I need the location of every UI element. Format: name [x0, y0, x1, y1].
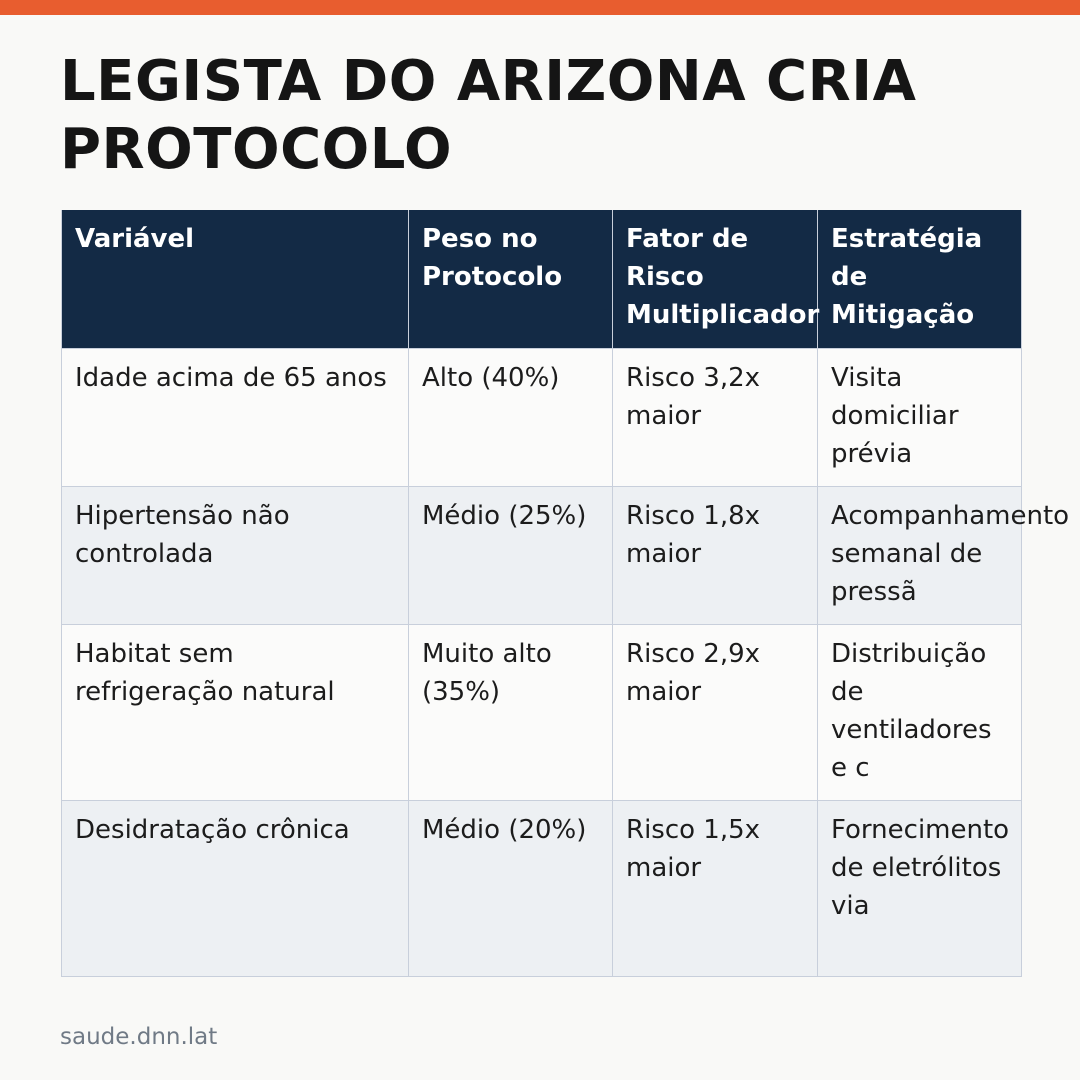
cell-variavel: Desidratação crônica — [62, 801, 409, 977]
page-title: LEGISTA DO ARIZONA CRIA PROTOCOLO — [60, 49, 917, 182]
cell-estrategia: Acompanhamento semanal de pressã — [818, 487, 1022, 625]
cell-peso: Muito alto (35%) — [409, 625, 613, 801]
cell-estrategia: Distribuição de ventiladores e c — [818, 625, 1022, 801]
table-row — [62, 349, 1022, 487]
cell-fator-risco: Risco 3,2x maior — [613, 349, 818, 487]
header-estrategia: Estratégia de Mitigação — [818, 210, 1022, 349]
cell-estrategia: Visita domiciliar prévia — [818, 349, 1022, 487]
table-row — [62, 801, 1022, 977]
cell-variavel: Idade acima de 65 anos — [62, 349, 409, 487]
header-peso: Peso no Protocolo — [409, 210, 613, 349]
table-row — [62, 625, 1022, 801]
cell-peso: Médio (25%) — [409, 487, 613, 625]
cell-fator-risco: Risco 2,9x maior — [613, 625, 818, 801]
risk-protocol-table — [61, 210, 1070, 977]
header-variavel: Variável — [62, 210, 409, 349]
cell-peso: Alto (40%) — [409, 349, 613, 487]
cell-variavel: Hipertensão não controlada — [62, 487, 409, 625]
top-accent-bar — [0, 0, 1080, 15]
cell-fator-risco: Risco 1,5x maior — [613, 801, 818, 977]
table-header-row — [62, 210, 1022, 349]
header-fator-risco: Fator de Risco Multiplicador — [613, 210, 818, 349]
table-row — [62, 487, 1022, 625]
cell-fator-risco: Risco 1,8x maior — [613, 487, 818, 625]
cell-variavel: Habitat sem refrigeração natural — [62, 625, 409, 801]
source-label: saude.dnn.lat — [60, 1024, 218, 1050]
cell-estrategia: Fornecimento de eletrólitos via — [818, 801, 1022, 977]
cell-peso: Médio (20%) — [409, 801, 613, 977]
